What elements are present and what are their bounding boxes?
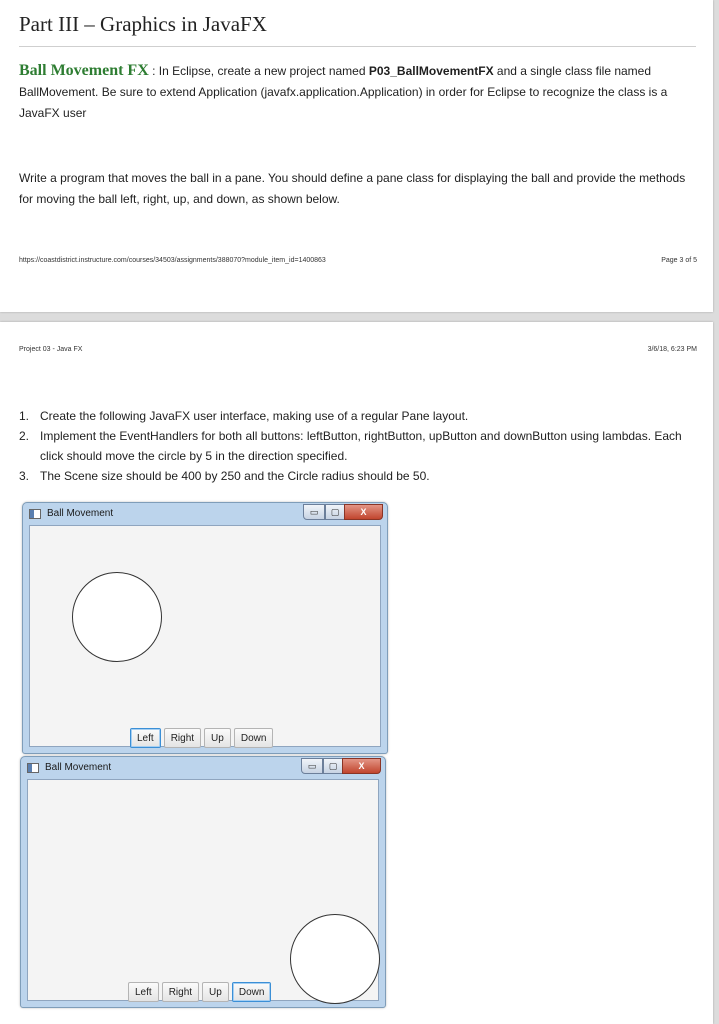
- document-page-4: [0, 322, 713, 1024]
- right-button[interactable]: Right: [164, 728, 201, 748]
- right-button[interactable]: Right: [162, 982, 199, 1002]
- maximize-button[interactable]: ▢: [323, 758, 343, 774]
- ball-movement-window-1: [22, 502, 388, 754]
- window-title: Ball Movement: [47, 508, 114, 519]
- instruction-list: [19, 406, 694, 486]
- page-title: Part III – Graphics in JavaFX: [19, 12, 267, 36]
- app-icon: [27, 763, 39, 773]
- intro-text-2: and a single class file named BallMovement. Be sure to extend Application (javafx.application.Application) in order for Eclipse to recognize the class is a JavaFX user: [19, 64, 668, 120]
- left-button[interactable]: Left: [128, 982, 159, 1002]
- section-heading: Ball Movement FX: [19, 62, 149, 79]
- left-button[interactable]: Left: [130, 728, 161, 748]
- window-title-bar[interactable]: [23, 503, 387, 525]
- close-button[interactable]: X: [344, 504, 383, 520]
- list-text: Create the following JavaFX user interface, making use of a regular Pane layout.: [40, 409, 469, 423]
- ball-pane: [27, 779, 379, 1001]
- close-button[interactable]: X: [342, 758, 381, 774]
- list-number: 1.: [19, 409, 30, 423]
- minimize-button[interactable]: ▭: [303, 504, 325, 520]
- minimize-button[interactable]: ▭: [301, 758, 323, 774]
- window-title-bar[interactable]: [21, 757, 385, 779]
- intro-text-1: : In Eclipse, create a new project named: [148, 64, 369, 78]
- project-name: P03_BallMovementFX: [368, 64, 494, 78]
- button-bar: [128, 982, 271, 1004]
- list-text: The Scene size should be 400 by 250 and the Circle radius should be 50.: [40, 469, 430, 483]
- write-program-paragraph: Write a program that moves the ball in a pane. You should define a pane class for displaying the ball and provide the methods for moving the ball left, right, up, and down, as shown below.: [19, 171, 686, 206]
- list-number: 2.: [19, 429, 30, 443]
- list-number: 3.: [19, 469, 30, 483]
- up-button[interactable]: Up: [204, 728, 231, 748]
- footer-page-number: Page 3 of 5: [661, 257, 697, 264]
- header-project-name: Project 03 - Java FX: [19, 346, 83, 353]
- list-item: [19, 466, 694, 486]
- document-page-3: [0, 0, 713, 312]
- ball-circle: [290, 914, 380, 1004]
- list-item: [19, 406, 694, 426]
- ball-movement-window-2: [20, 756, 386, 1008]
- ball-pane: [29, 525, 381, 747]
- window-title: Ball Movement: [45, 762, 112, 773]
- ball-circle: [72, 572, 162, 662]
- title-divider: [19, 46, 696, 47]
- header-timestamp: 3/6/18, 6:23 PM: [647, 346, 697, 353]
- list-text: Implement the EventHandlers for both all buttons: leftButton, rightButton, upButton and downButton using lambdas. Each click should move the circle by 5 in the direction specified.: [40, 429, 682, 463]
- intro-paragraph: [19, 60, 694, 124]
- maximize-button[interactable]: ▢: [325, 504, 345, 520]
- down-button[interactable]: Down: [234, 728, 274, 748]
- down-button[interactable]: Down: [232, 982, 272, 1002]
- footer-url: https://coastdistrict.instructure.com/courses/34503/assignments/388070?module_item_id=1400863: [19, 257, 326, 264]
- up-button[interactable]: Up: [202, 982, 229, 1002]
- app-icon: [29, 509, 41, 519]
- list-item: [19, 426, 694, 466]
- button-bar: [130, 728, 273, 750]
